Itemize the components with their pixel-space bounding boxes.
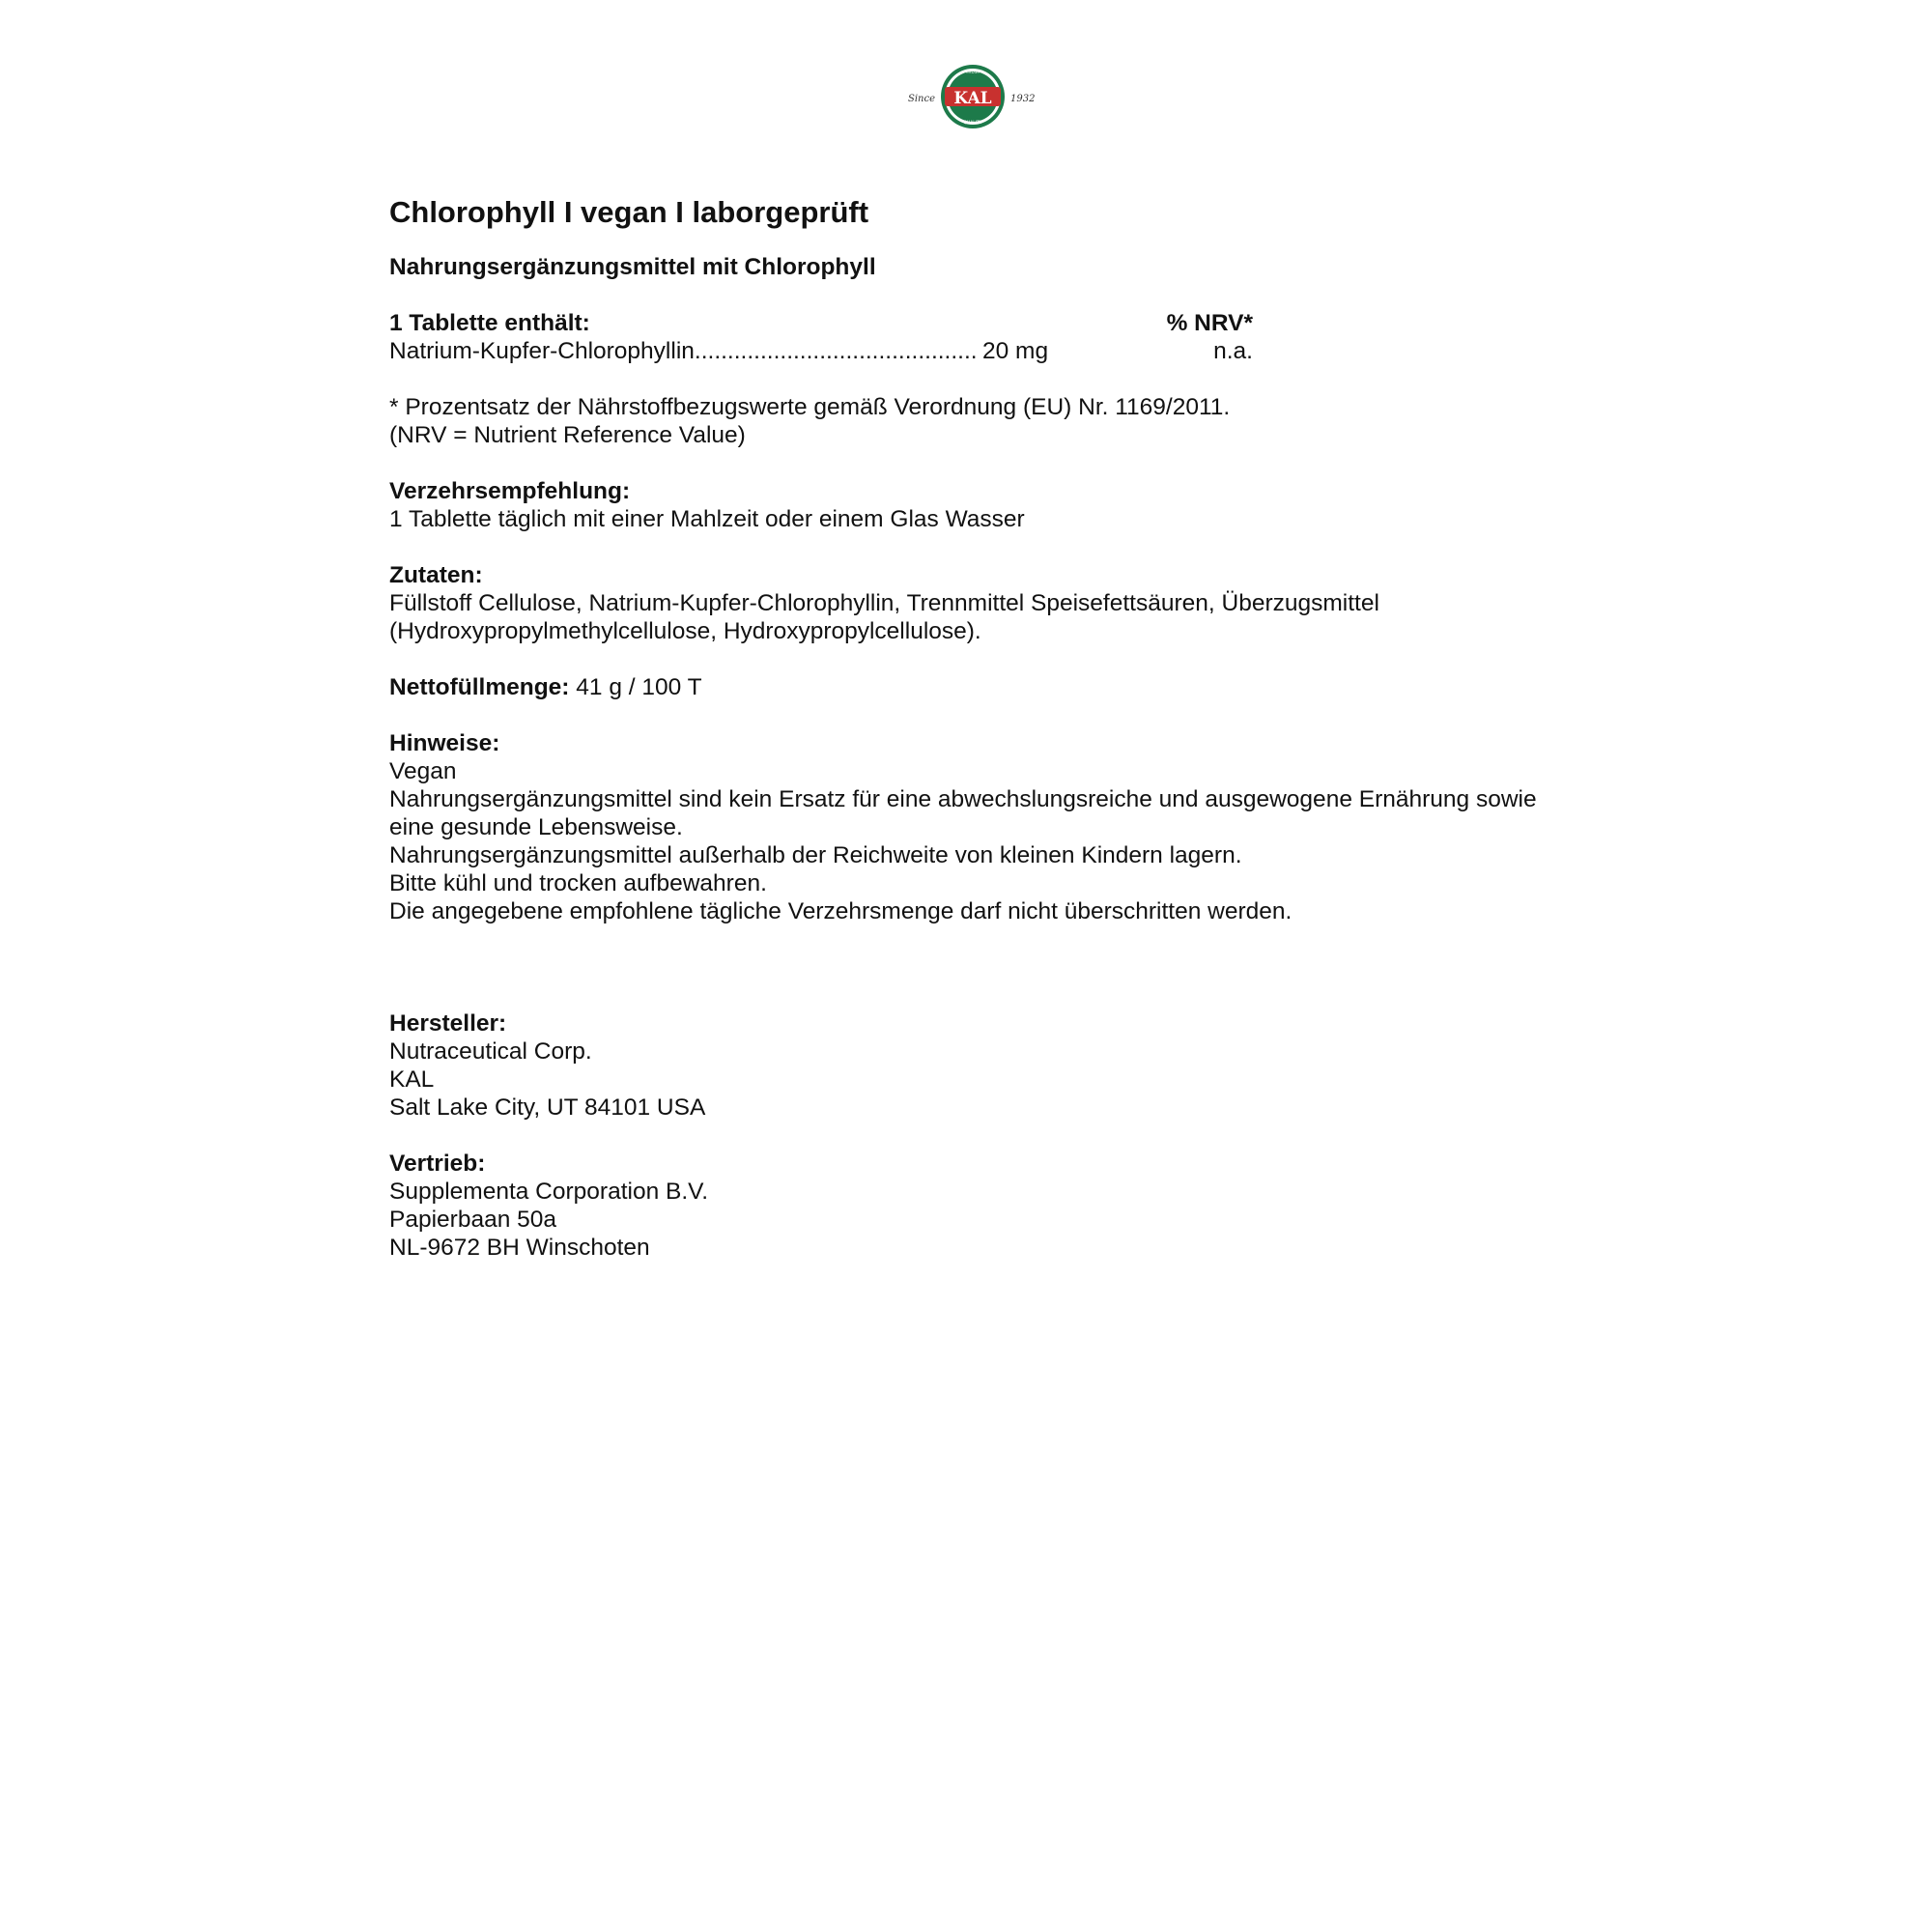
logo-since-text: Since (908, 94, 936, 104)
net-quantity-value: 41 g / 100 T (569, 674, 702, 700)
manufacturer-heading: Hersteller: (389, 1010, 507, 1037)
product-title: Chlorophyll I vegan I laborgeprüft (389, 195, 869, 229)
nutrient-name: Natrium-Kupfer-Chlorophyllin........................................... (389, 338, 978, 364)
ingredients-line-2: (Hydroxypropylmethylcellulose, Hydroxypropylcellulose). (389, 618, 981, 644)
logo-ring-bottom-text: QUALITY (963, 121, 982, 126)
nutrient-table-header-left: 1 Tablette enthält: (389, 310, 590, 336)
manufacturer-line: KAL (389, 1066, 435, 1093)
notes-line: Nahrungsergänzungsmittel sind kein Ersatz für eine abwechslungsreiche und ausgewogene Ernährung sowie (389, 786, 1537, 812)
footnote-line-1: * Prozentsatz der Nährstoffbezugswerte gemäß Verordnung (EU) Nr. 1169/2011. (389, 394, 1231, 420)
nutrient-nrv: n.a. (1213, 338, 1253, 364)
ingredients-line-1: Füllstoff Cellulose, Natrium-Kupfer-Chlorophyllin, Trennmittel Speisefettsäuren, Überzugsmittel (389, 590, 1379, 616)
notes-line: Nahrungsergänzungsmittel außerhalb der Reichweite von kleinen Kindern lagern. (389, 842, 1242, 868)
notes-line: Die angegebene empfohlene tägliche Verzehrsmenge darf nicht überschritten werden. (389, 898, 1293, 924)
net-quantity (389, 673, 1587, 701)
notes-line: eine gesunde Lebensweise. (389, 814, 683, 840)
kal-logo (906, 58, 1041, 135)
product-subtitle: Nahrungsergänzungsmittel mit Chlorophyll (389, 254, 876, 280)
dosage-text: 1 Tablette täglich mit einer Mahlzeit oder einem Glas Wasser (389, 506, 1025, 532)
dosage-heading: Verzehrsempfehlung: (389, 478, 631, 504)
logo-ring-top-text: TRUST (965, 71, 980, 75)
notes-line: Vegan (389, 758, 457, 784)
distribution-heading: Vertrieb: (389, 1151, 486, 1177)
nutrient-table-header-right: % NRV* (1166, 310, 1253, 336)
nutrient-table-row (389, 337, 1587, 365)
nutrient-table-header (389, 309, 1587, 337)
distribution-line: NL-9672 BH Winschoten (389, 1235, 650, 1261)
nutrient-table (389, 309, 1587, 365)
logo-brand-text: KAL (953, 89, 992, 108)
distribution-line: Supplementa Corporation B.V. (389, 1179, 709, 1205)
notes-heading: Hinweise: (389, 730, 500, 756)
footnote-line-2: (NRV = Nutrient Reference Value) (389, 422, 746, 448)
nutrient-amount: 20 mg (982, 338, 1049, 364)
notes-line: Bitte kühl und trocken aufbewahren. (389, 870, 767, 896)
manufacturer-line: Nutraceutical Corp. (389, 1038, 592, 1065)
distribution-line: Papierbaan 50a (389, 1207, 557, 1233)
product-info-document (389, 193, 1587, 1262)
ingredients-heading: Zutaten: (389, 562, 483, 588)
net-quantity-label: Nettofüllmenge: (389, 674, 570, 700)
manufacturer-line: Salt Lake City, UT 84101 USA (389, 1094, 706, 1121)
logo-year-text: 1932 (1010, 94, 1036, 104)
